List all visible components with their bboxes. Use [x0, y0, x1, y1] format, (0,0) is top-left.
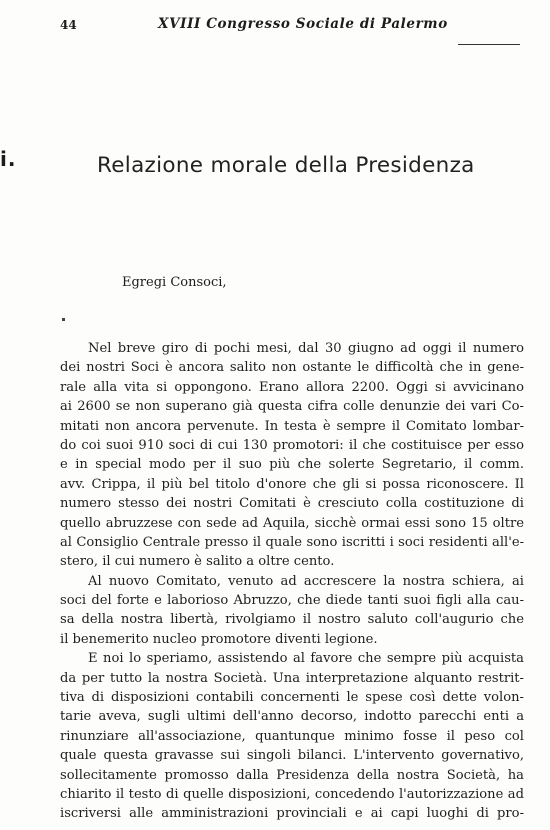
text-line: quale questa gravasse sui singoli bilanci. L'intervento governativo, [60, 748, 524, 764]
text-line: Al nuovo Comitato, venuto ad accrescere la nostra schiera, ai [88, 573, 524, 589]
text-line: rale alla vita si oppongono. Erano allora 2200. Oggi si avvicinano [60, 379, 524, 395]
text-line: da per tutto la nostra Società. Una interpretazione alquanto restrit- [60, 670, 524, 686]
paragraph-1 [60, 339, 524, 572]
margin-mark: i. [0, 147, 17, 171]
text-line: al Consiglio Centrale presso il quale sono iscritti i soci residenti all'e- [60, 534, 524, 550]
page-number: 44 [60, 18, 77, 32]
text-line: rinunziare all'associazione, quantunque minimo fosse il peso col [60, 728, 524, 744]
text-line: sa della nostra libertà, rivolgiamo il nostro saluto coll'augurio che [60, 612, 524, 628]
text-line: soci del forte e laborioso Abruzzo, che diede tanti suoi figli alla cau- [60, 593, 524, 609]
text-line: do coi suoi 910 soci di cui 130 promotori: il che costituisce per esso [60, 437, 524, 453]
text-line: dei nostri Soci è ancora salito non ostante le difficoltà che in gene- [60, 360, 524, 376]
text-line: stero, il cui numero è salito a oltre cento. [60, 554, 335, 570]
text-line: ai 2600 se non superano già questa cifra colle denunzie dei vari Co- [60, 399, 524, 415]
paragraph-2 [60, 572, 524, 650]
text-line: E noi lo speriamo, assistendo al favore che sempre più acquista [88, 651, 524, 667]
text-line: iscriversi alle amministrazioni provinciali e ai capi luoghi di pro- [60, 806, 524, 822]
text-line: chiarito il testo di quelle disposizioni, concedendo l'autorizzazione ad [60, 786, 524, 802]
text-line: tarie aveva, sugli ultimi dell'anno decorso, indotto parecchi enti a [60, 709, 524, 725]
text-line: quello abruzzese con sede ad Aquila, sicchè ormai essi sono 15 oltre [60, 515, 524, 531]
text-line: numero stesso dei nostri Comitati è cresciuto colla costituzione di [60, 496, 524, 512]
margin-dot [62, 318, 65, 321]
running-title: XVIII Congresso Sociale di Palermo [158, 16, 448, 32]
greeting: Egregi Consoci, [122, 275, 227, 290]
text-line: Nel breve giro di pochi mesi, dal 30 giugno ad oggi il numero [88, 341, 524, 356]
text-line: sollecitamente promosso dalla Presidenza della nostra Società, ha [60, 767, 524, 783]
section-title: Relazione morale della Presidenza [97, 153, 475, 178]
text-line: avv. Crippa, il più bel titolo d'onore che gli si possa riconoscere. Il [60, 476, 524, 492]
text-line: tiva di disposizioni contabili concernenti le spese così dette volon- [60, 690, 524, 706]
text-line: mitati non ancora pervenute. In testa è sempre il Comitato lombar- [60, 418, 524, 434]
header-rule [458, 44, 520, 45]
text-line: il benemerito nucleo promotore diventi legione. [60, 631, 378, 647]
page-header [0, 14, 550, 38]
body-text [60, 339, 524, 824]
text-line: e in special modo per il suo più che solerte Segretario, il comm. [60, 457, 524, 473]
paragraph-3 [60, 649, 524, 824]
